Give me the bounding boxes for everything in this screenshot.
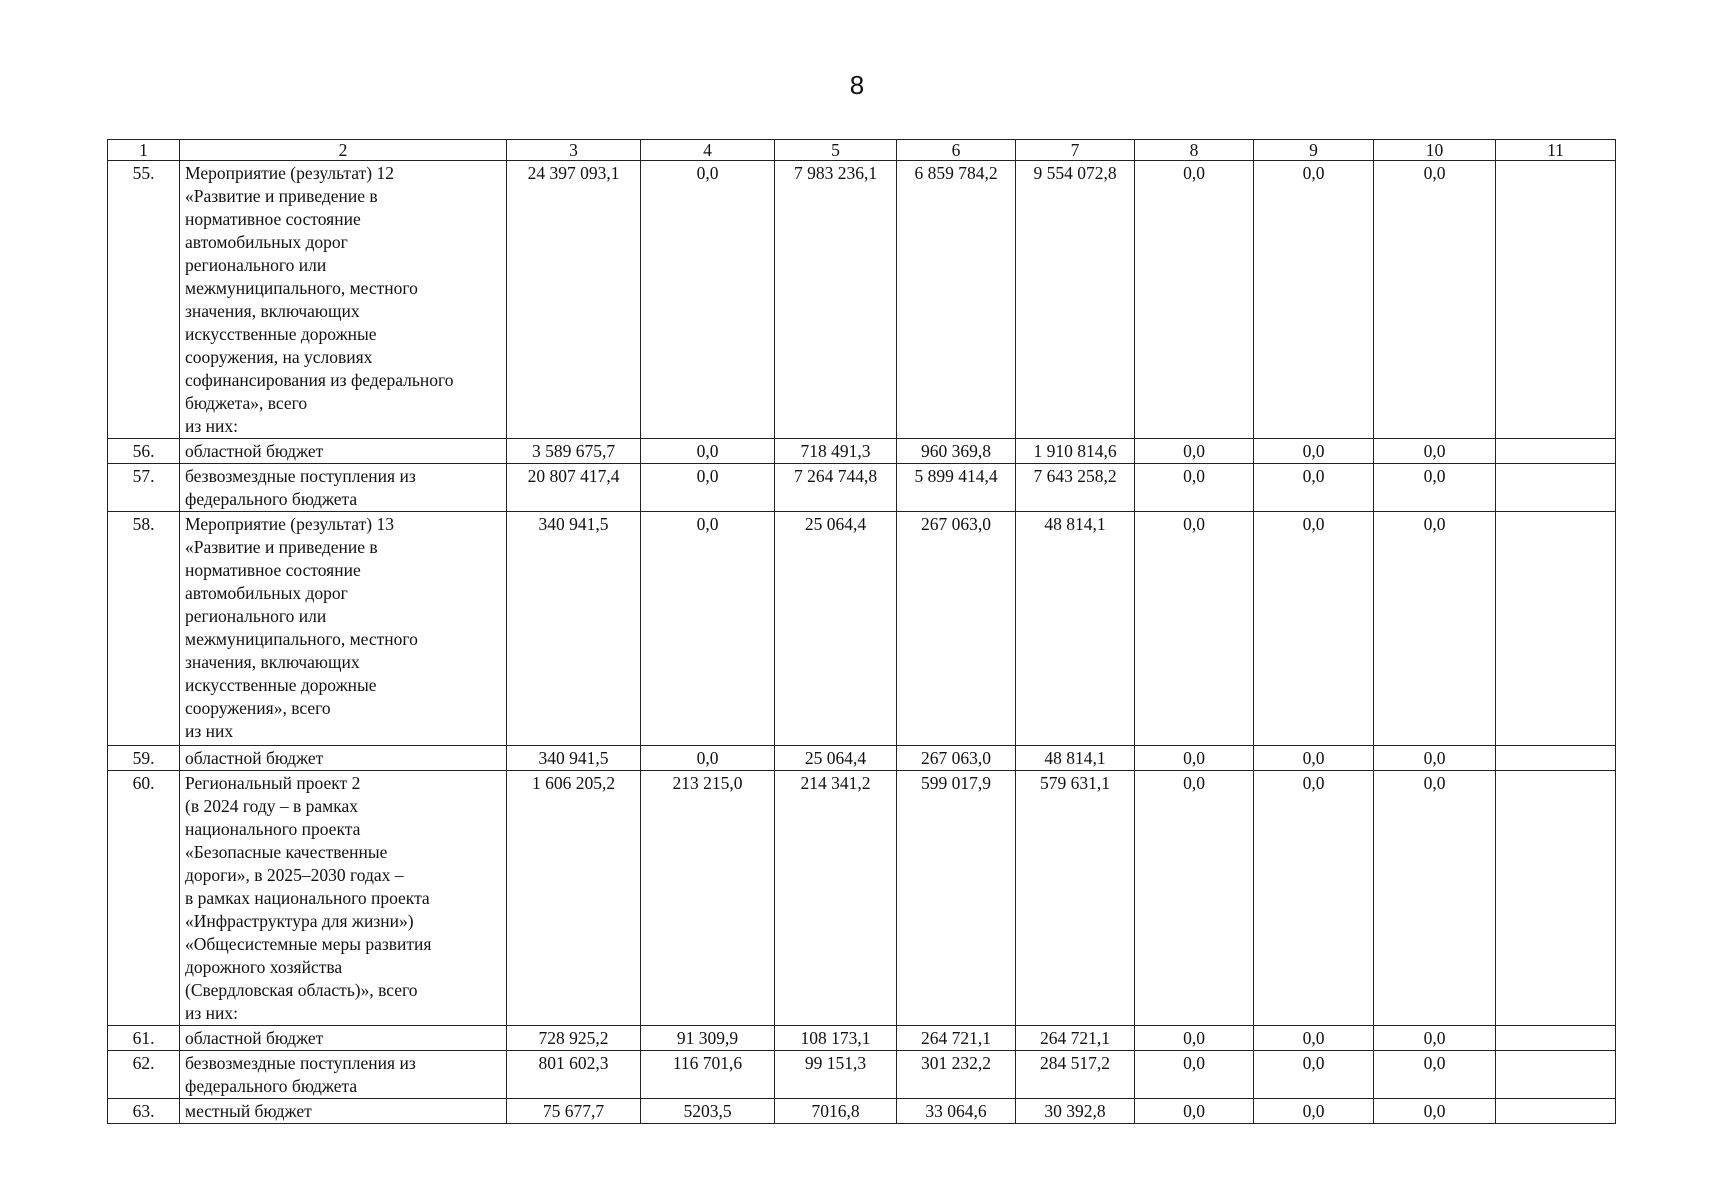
row-name: Мероприятие (результат) 12 «Развитие и приведение в нормативное состояние автомобильных дорог регионального или межмуниципального, местного значения, включающих искусственные дорожные сооружения, на условиях софинансирования из федерального бюджета», всего из них:	[180, 161, 507, 439]
cell-value: 728 925,2	[507, 1026, 641, 1051]
cell-value: 99 151,3	[775, 1051, 897, 1099]
cell-value: 0,0	[1135, 439, 1254, 464]
row-number: 59.	[108, 746, 180, 771]
cell-value: 0,0	[1374, 439, 1496, 464]
cell-value	[1496, 746, 1616, 771]
row-name: областной бюджет	[180, 746, 507, 771]
cell-value: 33 064,6	[897, 1099, 1016, 1124]
column-header: 10	[1374, 140, 1496, 161]
column-header: 8	[1135, 140, 1254, 161]
row-name: областной бюджет	[180, 1026, 507, 1051]
cell-value	[1496, 1026, 1616, 1051]
cell-value: 0,0	[641, 746, 775, 771]
cell-value	[1496, 1099, 1616, 1124]
column-header: 1	[108, 140, 180, 161]
row-name: Мероприятие (результат) 13 «Развитие и приведение в нормативное состояние автомобильных дорог регионального или межмуниципального, местного значения, включающих искусственные дорожные сооружения», всего из них	[180, 512, 507, 746]
cell-value	[1496, 161, 1616, 439]
cell-value: 116 701,6	[641, 1051, 775, 1099]
column-header: 4	[641, 140, 775, 161]
table-row	[108, 771, 1616, 1026]
cell-value: 25 064,4	[775, 746, 897, 771]
cell-value: 75 677,7	[507, 1099, 641, 1124]
cell-value	[1496, 1051, 1616, 1099]
cell-value: 284 517,2	[1016, 1051, 1135, 1099]
cell-value: 264 721,1	[897, 1026, 1016, 1051]
row-number: 58.	[108, 512, 180, 746]
cell-value: 5 899 414,4	[897, 464, 1016, 512]
cell-value: 0,0	[1135, 464, 1254, 512]
cell-value: 48 814,1	[1016, 512, 1135, 746]
cell-value: 0,0	[1254, 464, 1374, 512]
cell-value: 0,0	[1135, 512, 1254, 746]
cell-value: 0,0	[1374, 464, 1496, 512]
row-number: 62.	[108, 1051, 180, 1099]
cell-value: 7016,8	[775, 1099, 897, 1124]
cell-value: 20 807 417,4	[507, 464, 641, 512]
cell-value	[1496, 512, 1616, 746]
cell-value: 91 309,9	[641, 1026, 775, 1051]
cell-value: 0,0	[1254, 1051, 1374, 1099]
cell-value: 0,0	[1374, 1051, 1496, 1099]
cell-value: 0,0	[1374, 746, 1496, 771]
cell-value: 25 064,4	[775, 512, 897, 746]
column-header: 9	[1254, 140, 1374, 161]
cell-value: 0,0	[1254, 512, 1374, 746]
table-header-row	[108, 140, 1616, 161]
row-number: 57.	[108, 464, 180, 512]
table-row	[108, 464, 1616, 512]
cell-value	[1496, 439, 1616, 464]
column-header: 3	[507, 140, 641, 161]
cell-value: 3 589 675,7	[507, 439, 641, 464]
row-number: 56.	[108, 439, 180, 464]
column-header: 11	[1496, 140, 1616, 161]
row-number: 61.	[108, 1026, 180, 1051]
cell-value: 0,0	[641, 161, 775, 439]
row-number: 63.	[108, 1099, 180, 1124]
cell-value: 0,0	[1135, 1051, 1254, 1099]
row-name: безвозмездные поступления из федерального бюджета	[180, 464, 507, 512]
cell-value: 340 941,5	[507, 512, 641, 746]
cell-value: 960 369,8	[897, 439, 1016, 464]
cell-value: 5203,5	[641, 1099, 775, 1124]
cell-value: 801 602,3	[507, 1051, 641, 1099]
cell-value: 0,0	[641, 512, 775, 746]
cell-value: 0,0	[1254, 1026, 1374, 1051]
cell-value: 0,0	[1135, 1026, 1254, 1051]
cell-value: 7 643 258,2	[1016, 464, 1135, 512]
column-header: 2	[180, 140, 507, 161]
cell-value: 0,0	[641, 464, 775, 512]
cell-value: 0,0	[1374, 1026, 1496, 1051]
cell-value: 0,0	[1254, 1099, 1374, 1124]
cell-value: 30 392,8	[1016, 1099, 1135, 1124]
cell-value: 0,0	[1254, 161, 1374, 439]
cell-value	[1496, 464, 1616, 512]
cell-value: 579 631,1	[1016, 771, 1135, 1026]
cell-value: 1 910 814,6	[1016, 439, 1135, 464]
cell-value: 6 859 784,2	[897, 161, 1016, 439]
cell-value: 0,0	[1135, 746, 1254, 771]
budget-table	[107, 139, 1616, 1124]
cell-value: 264 721,1	[1016, 1026, 1135, 1051]
cell-value: 24 397 093,1	[507, 161, 641, 439]
table-row	[108, 746, 1616, 771]
cell-value: 301 232,2	[897, 1051, 1016, 1099]
cell-value: 0,0	[1135, 1099, 1254, 1124]
row-name: Региональный проект 2 (в 2024 году – в рамках национального проекта «Безопасные качественные дороги», в 2025–2030 годах – в рамках национального проекта «Инфраструктура для жизни») «Общесистемные меры развития дорожного хозяйства (Свердловская область)», всего из них:	[180, 771, 507, 1026]
cell-value: 214 341,2	[775, 771, 897, 1026]
cell-value: 267 063,0	[897, 746, 1016, 771]
column-header: 5	[775, 140, 897, 161]
column-header: 7	[1016, 140, 1135, 161]
page-number: 8	[849, 70, 865, 100]
cell-value: 1 606 205,2	[507, 771, 641, 1026]
row-name: областной бюджет	[180, 439, 507, 464]
table-row	[108, 1026, 1616, 1051]
cell-value: 0,0	[641, 439, 775, 464]
cell-value: 718 491,3	[775, 439, 897, 464]
cell-value: 0,0	[1374, 771, 1496, 1026]
column-header: 6	[897, 140, 1016, 161]
cell-value: 267 063,0	[897, 512, 1016, 746]
table-row	[108, 512, 1616, 746]
cell-value: 7 983 236,1	[775, 161, 897, 439]
cell-value: 7 264 744,8	[775, 464, 897, 512]
row-name: безвозмездные поступления из федерального бюджета	[180, 1051, 507, 1099]
cell-value: 0,0	[1135, 771, 1254, 1026]
cell-value: 213 215,0	[641, 771, 775, 1026]
row-number: 60.	[108, 771, 180, 1026]
cell-value: 340 941,5	[507, 746, 641, 771]
cell-value: 9 554 072,8	[1016, 161, 1135, 439]
table-row	[108, 439, 1616, 464]
cell-value: 0,0	[1254, 439, 1374, 464]
cell-value: 599 017,9	[897, 771, 1016, 1026]
table-row	[108, 161, 1616, 439]
cell-value: 0,0	[1254, 771, 1374, 1026]
cell-value: 0,0	[1374, 1099, 1496, 1124]
cell-value: 0,0	[1374, 512, 1496, 746]
cell-value: 108 173,1	[775, 1026, 897, 1051]
table-row	[108, 1099, 1616, 1124]
cell-value: 0,0	[1135, 161, 1254, 439]
row-name: местный бюджет	[180, 1099, 507, 1124]
cell-value	[1496, 771, 1616, 1026]
cell-value: 48 814,1	[1016, 746, 1135, 771]
row-number: 55.	[108, 161, 180, 439]
table-row	[108, 1051, 1616, 1099]
cell-value: 0,0	[1374, 161, 1496, 439]
cell-value: 0,0	[1254, 746, 1374, 771]
